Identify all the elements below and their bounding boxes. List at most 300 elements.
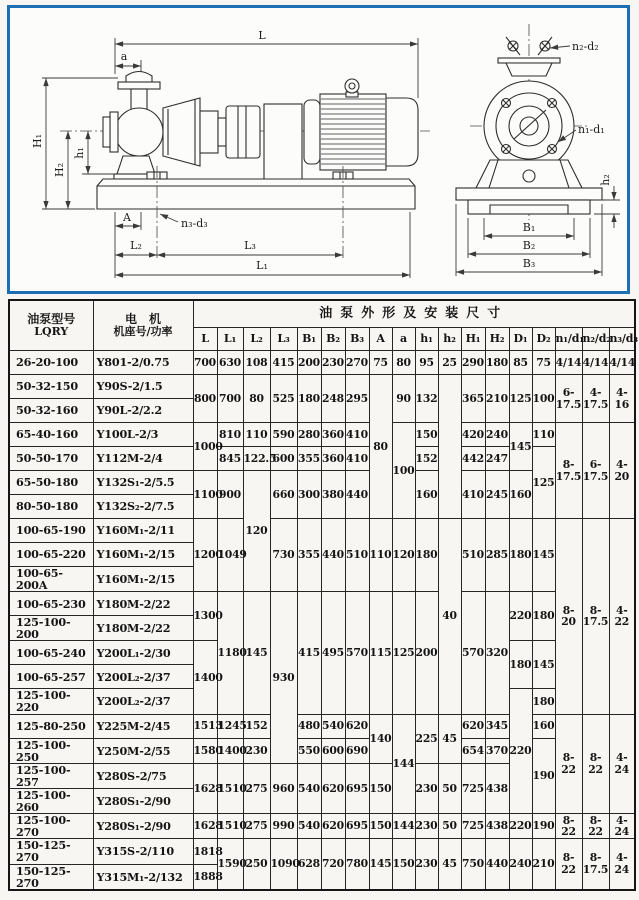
dim-value-cell: 550 [297,738,321,763]
dim-value-cell: 1888 [193,864,217,890]
motor-cell: Y200L₂-2/37 [93,665,193,689]
dim-value-cell: 370 [485,738,509,763]
dim-value-cell: 275 [243,763,270,813]
dim-value-cell: 654 [461,738,485,763]
dim-value-cell: 145 [532,519,555,592]
dim-value-cell: 120 [243,471,270,592]
dim-value-cell: 8-22 [582,714,609,814]
dim-value-cell: 120 [392,519,415,592]
dim-value-cell: 8-22 [555,714,582,814]
dim-value-cell: 800 [193,375,217,423]
pump-model-cell: 50-50-170 [9,447,93,471]
dim-value-cell: 620 [321,814,345,839]
dim-value-cell: 8-22 [582,814,609,839]
dim-label-B3: B₃ [522,257,536,270]
dim-value-cell: 570 [461,592,485,714]
dim-label-H2: H₂ [53,162,66,178]
inlet-flange-cap [126,72,152,83]
motor-cell: Y180M-2/22 [93,616,193,641]
motor-cell: Y132S₁-2/5.5 [93,471,193,495]
dim-value-cell: 75 [369,351,392,375]
dim-value-cell: 225 [415,714,438,763]
dim-value-cell: 510 [461,519,485,592]
pump-model-cell: 65-50-180 [9,471,93,495]
dim-value-cell: 442 [461,447,485,471]
dim-value-cell: 525 [270,375,297,423]
dim-value-cell: 355 [297,447,321,471]
casing-cover [110,112,118,152]
dim-value-cell: 230 [243,738,270,763]
dim-value-cell: 145 [243,592,270,714]
dim-value-cell: 85 [509,351,532,375]
dim-value-cell: 248 [321,375,345,423]
dim-value-cell: 360 [321,447,345,471]
dim-value-cell: 1400 [217,738,243,763]
dim-value-cell: 410 [461,471,485,519]
pump-model-cell: 100-65-200A [9,567,93,592]
dim-value-cell: 1049 [217,519,243,592]
dim-col-header: D₁ [509,328,532,351]
pump-model-cell: 125-100-200 [9,616,93,641]
header-pump-model [9,300,93,351]
dim-value-cell: 6-17.5 [555,375,582,423]
dim-value-cell: 240 [485,423,509,447]
dim-value-cell: 230 [321,351,345,375]
pump-model-cell: 65-40-160 [9,423,93,447]
baseplate [97,179,415,209]
dim-value-cell: 440 [485,839,509,890]
dim-value-cell [438,375,461,519]
dim-value-cell: 480 [297,714,321,738]
pump-model-cell: 100-65-240 [9,641,93,665]
dim-value-cell: 4/14 [582,351,609,375]
dim-value-cell: 144 [392,714,415,814]
dim-value-cell: 160 [509,471,532,519]
dim-value-cell: 440 [321,519,345,592]
dim-value-cell: 240 [509,839,532,890]
dim-value-cell: 8-22 [555,814,582,839]
dim-value-cell: 540 [297,763,321,813]
dim-value-cell: 620 [461,714,485,738]
pump-model-cell: 125-80-250 [9,714,93,738]
motor-cell: Y160M₁-2/15 [93,567,193,592]
dim-label-L2: L₂ [130,239,142,252]
dim-label-L3: L₃ [244,239,256,252]
dim-label-A: A [123,211,131,224]
dim-value-cell: 150 [369,763,392,813]
dim-value-cell: 495 [321,592,345,714]
dim-value-cell: 750 [461,839,485,890]
dim-value-cell: 300 [297,471,321,519]
dim-col-header: n₁/d₁ [555,328,582,351]
dim-value-cell: 695 [345,814,369,839]
table-row [9,375,635,399]
discharge-neck [506,63,552,76]
dim-value-cell: 8-20 [555,519,582,715]
dim-value-cell: 108 [243,351,270,375]
motor-cell: Y280S₁-2/90 [93,814,193,839]
dim-value-cell: 628 [297,839,321,890]
motor-cell: Y90S-2/1.5 [93,375,193,399]
spec-table [8,299,636,891]
pump-model-cell: 150-125-270 [9,864,93,890]
motor-cell: Y160M₁-2/15 [93,543,193,567]
motor-cell: Y250M-2/55 [93,738,193,763]
dim-value-cell: 410 [345,423,369,447]
dim-value-cell: 438 [485,763,509,813]
motor-cell: Y160M₁-2/11 [93,519,193,543]
dim-value-cell: 152 [243,714,270,738]
dim-value-cell: 295 [345,375,369,423]
motor-cell: Y280S₁-2/90 [93,788,193,813]
motor-cell: Y200L₁-2/30 [93,641,193,665]
dim-label-n3d3: n₃-d₃ [181,217,208,230]
dim-value-cell: 4-24 [609,814,635,839]
base-body [468,200,590,214]
dim-value-cell: 438 [485,814,509,839]
dim-value-cell: 180 [485,351,509,375]
pump-front-view-drawing [432,8,627,291]
dim-value-cell: 80 [243,375,270,423]
dim-value-cell: 245 [485,471,509,519]
dim-value-cell: 4-22 [609,519,635,715]
dim-value-cell: 1513 [193,714,217,738]
dim-value-cell: 345 [485,714,509,738]
dim-col-header: D₂ [532,328,555,351]
dim-value-cell: 1510 [217,814,243,839]
dim-value-cell: 125 [532,447,555,519]
dim-value-cell: 152 [415,447,438,471]
dim-value-cell: 100 [392,423,415,519]
dim-value-cell: 140 [369,714,392,763]
dim-value-cell: 320 [485,592,509,714]
dim-value-cell: 440 [345,471,369,519]
dim-value-cell: 630 [217,351,243,375]
dim-value-cell: 145 [532,641,555,689]
dim-value-cell: 80 [392,351,415,375]
dim-value-cell: 620 [321,763,345,813]
dim-value-cell: 150 [392,839,415,890]
dim-value-cell: 220 [509,689,532,814]
pump-model-cell: 50-32-150 [9,375,93,399]
dim-value-cell: 180 [532,689,555,714]
dim-value-cell: 50 [438,814,461,839]
dim-value-cell: 1628 [193,763,217,813]
table-row [9,839,635,864]
dim-label-L: L [258,29,266,42]
dim-value-cell: 660 [270,471,297,519]
pump-model-cell: 125-100-257 [9,763,93,788]
dim-value-cell: 8-17.5 [582,519,609,715]
pump-model-cell: 26-20-100 [9,351,93,375]
motor-cell: Y280S-2/75 [93,763,193,788]
dim-label-n1d1: n₁-d₁ [578,123,605,136]
dim-value-cell: 730 [270,519,297,592]
dim-value-cell: 540 [297,814,321,839]
motor-cell: Y90L-2/2.2 [93,399,193,423]
dim-value-cell: 510 [345,519,369,592]
dim-value-cell: 275 [243,814,270,839]
dim-value-cell: 4-24 [609,839,635,890]
dim-value-cell: 75 [532,351,555,375]
pump-model-cell: 100-65-190 [9,519,93,543]
dim-value-cell: 145 [509,423,532,471]
dim-value-cell: 990 [270,814,297,839]
fan-cover [386,98,418,166]
dim-label-h2: h₂ [599,174,612,186]
dim-value-cell: 220 [509,592,532,641]
dim-value-cell: 110 [532,423,555,447]
header-pump-model-cn: 油泵型号 [27,312,76,327]
dim-value-cell: 780 [345,839,369,890]
dim-value-cell: 4-16 [609,375,635,423]
table-row [9,423,635,447]
dim-value-cell: 8-17.5 [555,423,582,519]
motor-cell: Y100L-2/3 [93,423,193,447]
dim-value-cell: 25 [438,351,461,375]
dim-label-B1: B₁ [522,221,536,234]
dim-col-header: H₂ [485,328,509,351]
pump-model-cell: 80-50-180 [9,495,93,519]
dim-value-cell: 280 [297,423,321,447]
dim-value-cell: 1090 [270,839,297,890]
dim-value-cell: 1580 [193,738,217,763]
dim-value-cell: 40 [438,519,461,715]
motor-cell: Y801-2/0.75 [93,351,193,375]
dim-value-cell: 700 [193,351,217,375]
pump-model-cell: 100-65-257 [9,665,93,689]
dim-value-cell: 45 [438,714,461,763]
dim-value-cell: 180 [297,375,321,423]
dim-value-cell: 720 [321,839,345,890]
motor-cell: Y315S-2/110 [93,839,193,864]
table-row [9,814,635,839]
dim-value-cell: 415 [297,592,321,714]
dim-col-header: L₁ [217,328,243,351]
dim-value-cell: 115 [369,592,392,714]
coupling [226,106,260,158]
dim-value-cell: 90 [392,375,415,423]
dim-value-cell: 4-17.5 [582,375,609,423]
dim-value-cell: 4-20 [609,423,635,519]
dim-value-cell: 540 [321,714,345,738]
table-row [9,351,635,375]
dim-value-cell: 8-17.5 [582,839,609,890]
base-ears [456,188,602,200]
dim-value-cell: 4/14 [609,351,635,375]
dim-value-cell: 160 [415,471,438,519]
dim-value-cell: 145 [369,839,392,890]
dim-label-a: a [120,50,128,63]
dim-value-cell: 8-22 [555,839,582,890]
dim-value-cell: 95 [415,351,438,375]
motor-cell: Y200L₂-2/37 [93,689,193,714]
dim-value-cell: 570 [345,592,369,714]
pump-model-cell: 125-100-260 [9,788,93,813]
dim-value-cell: 1100 [193,471,217,519]
dim-label-H1: H₁ [31,133,44,149]
discharge-flange [498,58,560,63]
dim-value-cell: 285 [485,519,509,592]
dim-col-header: L₃ [270,328,297,351]
dim-value-cell: 132 [415,375,438,423]
dim-value-cell: 355 [297,519,321,592]
dim-label-h1: h₁ [73,147,86,159]
dim-col-header: A [369,328,392,351]
dim-value-cell: 360 [321,423,345,447]
motor-cell: Y112M-2/4 [93,447,193,471]
dim-col-header: n₂/d₂ [582,328,609,351]
dim-col-header: h₂ [438,328,461,351]
dim-value-cell: 220 [509,814,532,839]
header-pump-model-en: LQRY [34,325,69,339]
dim-value-cell: 190 [532,738,555,814]
dim-value-cell: 380 [321,471,345,519]
dim-value-cell: 810 [217,423,243,447]
pump-model-cell: 125-100-220 [9,689,93,714]
dim-value-cell: 80 [369,375,392,519]
dim-col-header: H₁ [461,328,485,351]
spec-table-wrap [8,299,636,891]
dim-value-cell: 1818 [193,839,217,864]
dim-value-cell: 900 [217,471,243,519]
dim-value-cell: 50 [438,763,461,813]
dim-value-cell: 180 [532,592,555,641]
dim-value-cell: 695 [345,763,369,813]
dim-value-cell: 247 [485,447,509,471]
pump-model-cell: 125-100-250 [9,738,93,763]
bearing-housing [200,111,218,153]
motor-cell: Y180M-2/22 [93,592,193,616]
dim-value-cell: 180 [415,519,438,592]
header-motor-frame: 机座号/功率 [113,325,173,339]
dim-value-cell: 365 [461,375,485,423]
dim-value-cell: 180 [509,519,532,592]
dim-value-cell: 230 [415,763,438,813]
dim-value-cell: 200 [415,592,438,714]
pump-model-cell: 100-65-230 [9,592,93,616]
dim-col-header: B₁ [297,328,321,351]
volute-casing [115,108,163,156]
suction-flange [103,117,110,147]
dim-value-cell: 210 [485,375,509,423]
dim-value-cell: 210 [532,839,555,890]
inlet-flange [118,82,160,89]
dim-value-cell: 1510 [217,763,243,813]
header-dimensions-group: 油泵外形及安装尺寸 [193,300,635,328]
dim-value-cell: 1200 [193,519,217,592]
drawing-panel [7,5,630,294]
dim-value-cell: 190 [532,814,555,839]
header-motor-cn: 电 机 [124,312,161,327]
dim-value-cell: 270 [345,351,369,375]
dim-value-cell: 690 [345,738,369,763]
dim-value-cell: 1400 [193,641,217,714]
dim-value-cell: 45 [438,839,461,890]
motor-cell: Y132S₂-2/7.5 [93,495,193,519]
dim-value-cell: 725 [461,814,485,839]
dim-value-cell: 180 [509,641,532,689]
pump-model-cell: 125-100-270 [9,814,93,839]
dim-value-cell: 420 [461,423,485,447]
table-row [9,738,635,763]
motor-body [320,94,386,170]
dim-col-header: h₁ [415,328,438,351]
dim-value-cell: 250 [243,839,270,890]
dim-value-cell: 600 [270,447,297,471]
dim-value-cell: 600 [321,738,345,763]
dim-value-cell: 1628 [193,814,217,839]
dim-col-header: L₂ [243,328,270,351]
pump-model-cell: 100-65-220 [9,543,93,567]
pump-model-cell: 50-32-160 [9,399,93,423]
pedestal-block [264,104,302,180]
dim-value-cell: 290 [461,351,485,375]
dim-value-cell: 150 [369,814,392,839]
dim-value-cell: 700 [217,375,243,423]
dim-value-cell: 230 [415,839,438,890]
dim-value-cell: 1245 [217,714,243,738]
dim-value-cell: 150 [415,423,438,447]
dim-value-cell: 160 [532,714,555,738]
pump-model-cell: 150-125-270 [9,839,93,864]
dim-value-cell: 122.5 [243,447,270,471]
dim-value-cell: 144 [392,814,415,839]
dim-value-cell: 930 [270,592,297,764]
table-row [9,519,635,543]
dim-value-cell: 100 [532,375,555,423]
dim-value-cell: 845 [217,447,243,471]
table-row [9,714,635,738]
spec-table-body [9,351,635,890]
dim-value-cell: 200 [297,351,321,375]
dim-value-cell: 620 [345,714,369,738]
dim-label-n2d2: n₂-d₂ [572,40,599,53]
dim-value-cell: 6-17.5 [582,423,609,519]
table-row [9,447,635,471]
dim-value-cell: 410 [345,447,369,471]
motor-cell: Y225M-2/45 [93,714,193,738]
dim-value-cell: 725 [461,763,485,813]
pedestal-bolt-icon [523,170,535,182]
dim-col-header: n₃/d₃ [609,328,635,351]
dim-value-cell: 960 [270,763,297,813]
pump-foot [117,156,155,174]
header-motor [93,300,193,351]
dim-value-cell: 1590 [217,839,243,890]
pump-side-view-drawing [10,8,435,291]
table-row [9,592,635,616]
dim-value-cell: 1300 [193,592,217,641]
dim-value-cell: 110 [243,423,270,447]
dim-col-header: a [392,328,415,351]
dim-value-cell: 1000 [193,423,217,471]
dim-col-header: L [193,328,217,351]
dim-label-B2: B₂ [522,239,536,252]
dim-value-cell: 230 [415,814,438,839]
dim-col-header: B₂ [321,328,345,351]
dim-value-cell: 125 [392,592,415,714]
dim-label-L1: L₁ [256,259,268,272]
dim-value-cell: 4-24 [609,714,635,814]
dim-value-cell: 125 [509,375,532,423]
motor-end-bell [304,100,320,164]
dim-col-header: B₃ [345,328,369,351]
motor-cell: Y315M₁-2/132 [93,864,193,890]
dim-value-cell: 415 [270,351,297,375]
dim-value-cell: 590 [270,423,297,447]
dim-value-cell: 4/14 [555,351,582,375]
